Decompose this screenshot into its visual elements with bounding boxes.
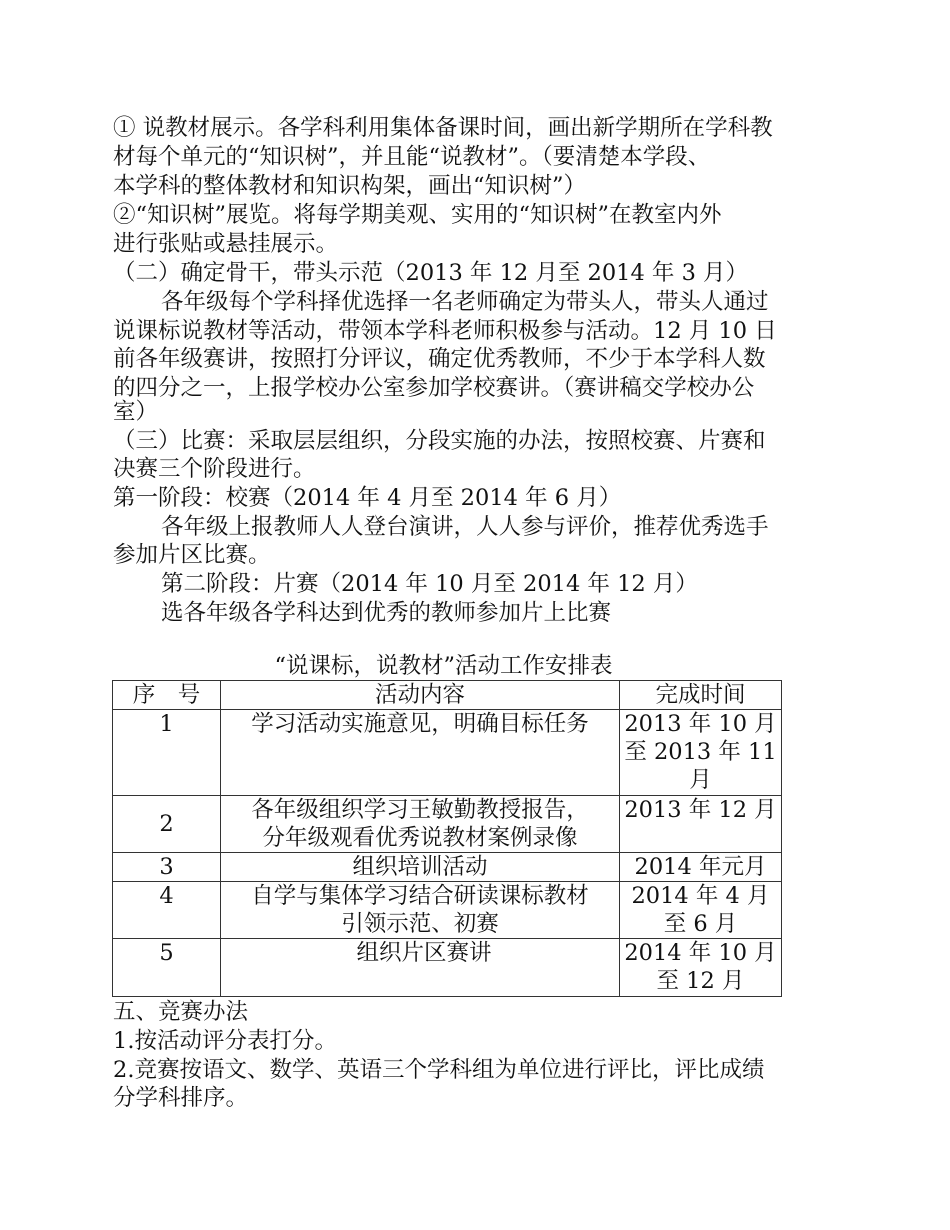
- activity-line: 组织培训活动: [352, 854, 488, 880]
- row-activity: [221, 853, 620, 882]
- row-index: 5: [113, 939, 221, 997]
- row-activity: [221, 796, 620, 853]
- activity-line: 分年级观看优秀说教材案例录像: [262, 825, 578, 851]
- time-line: 月: [689, 767, 712, 793]
- row-time: [620, 853, 782, 882]
- paragraph-line: 选各年级各学科达到优秀的教师参加片上比赛: [161, 600, 612, 626]
- time-line: 至 12 月: [656, 968, 745, 994]
- section-heading-3: （三）比赛：采取层层组织，分段实施的办法，按照校赛、片赛和: [113, 428, 766, 454]
- schedule-table: [112, 680, 782, 997]
- section-5-title: 五、竞赛办法: [113, 999, 249, 1025]
- table-row: [113, 882, 782, 939]
- list-item: 1.按活动评分表打分。: [113, 1028, 337, 1054]
- paragraph-line: 前各年级赛讲，按照打分评议，确定优秀教师，不少于本学科人数: [113, 346, 766, 372]
- list-item: 2.竞赛按语文、数学、英语三个学科组为单位进行评比，评比成绩: [113, 1057, 765, 1083]
- row-index: 2: [113, 796, 221, 853]
- paragraph-line: 参加片区比赛。: [113, 542, 271, 568]
- row-time: [620, 939, 782, 997]
- row-index: 4: [113, 882, 221, 939]
- paragraph-line: 本学科的整体教材和知识构架，画出“知识树”）: [113, 173, 587, 199]
- table-caption: “说课标，说教材”活动工作安排表: [274, 653, 613, 679]
- paragraph-line: ②“知识树”展览。将每学期美观、实用的“知识树”在教室内外: [113, 202, 722, 228]
- row-time: [620, 882, 782, 939]
- table-header-row: [113, 681, 782, 710]
- row-time: [620, 710, 782, 796]
- row-activity: [221, 882, 620, 939]
- header-index: 序 号: [113, 681, 221, 710]
- list-item: 分学科排序。: [113, 1085, 249, 1111]
- paragraph-line: 材每个单元的“知识树”，并且能“说教材”。（要清楚本学段、: [113, 144, 711, 170]
- row-index: 3: [113, 853, 221, 882]
- paragraph-line: 说课标说教材等活动，带领本学科老师积极参与活动。12 月 10 日: [113, 318, 777, 344]
- table-row: [113, 939, 782, 997]
- activity-line: 各年级组织学习王敏勤教授报告，: [251, 797, 589, 823]
- row-activity: [221, 939, 620, 997]
- time-line: 2014 年 10 月: [624, 940, 777, 966]
- row-index: 1: [113, 710, 221, 796]
- activity-line: 学习活动实施意见，明确目标任务: [251, 711, 589, 737]
- paragraph-line: 各年级上报教师人人登台演讲，人人参与评价，推荐优秀选手: [161, 514, 769, 540]
- row-activity: [221, 710, 620, 796]
- row-time: [620, 796, 782, 853]
- paragraph-line: 的四分之一，上报学校办公室参加学校赛讲。（赛讲稿交学校办公: [113, 375, 755, 401]
- stage-heading-2: 第二阶段：片赛（2014 年 10 月至 2014 年 12 月）: [161, 571, 698, 597]
- paragraph-line: 室）: [113, 399, 159, 425]
- table-row: [113, 853, 782, 882]
- time-line: 2014 年 4 月: [631, 883, 770, 909]
- paragraph-line: 各年级每个学科择优选择一名老师确定为带头人，带头人通过: [161, 289, 769, 315]
- paragraph-line: 决赛三个阶段进行。: [113, 456, 316, 482]
- time-line: 2013 年 12 月: [624, 797, 777, 823]
- time-line: 2013 年 10 月: [624, 711, 777, 737]
- activity-line: 自学与集体学习结合研读课标教材: [251, 883, 589, 909]
- time-line: 2014 年元月: [634, 854, 767, 880]
- paragraph-line: ① 说教材展示。各学科利用集体备课时间，画出新学期所在学科教: [113, 115, 773, 141]
- header-activity: 活动内容: [221, 681, 620, 710]
- header-time: 完成时间: [620, 681, 782, 710]
- table-row: [113, 710, 782, 796]
- table-row: [113, 796, 782, 853]
- activity-line: 引领示范、初赛: [341, 911, 499, 937]
- section-heading-2: （二）确定骨干，带头示范（2013 年 12 月至 2014 年 3 月）: [113, 260, 749, 286]
- time-line: 至 6 月: [663, 911, 738, 937]
- paragraph-line: 进行张贴或悬挂展示。: [113, 231, 339, 257]
- time-line: 至 2013 年 11: [624, 739, 777, 765]
- activity-line: 组织片区赛讲: [356, 940, 492, 966]
- stage-heading-1: 第一阶段：校赛（2014 年 4 月至 2014 年 6 月）: [113, 485, 622, 511]
